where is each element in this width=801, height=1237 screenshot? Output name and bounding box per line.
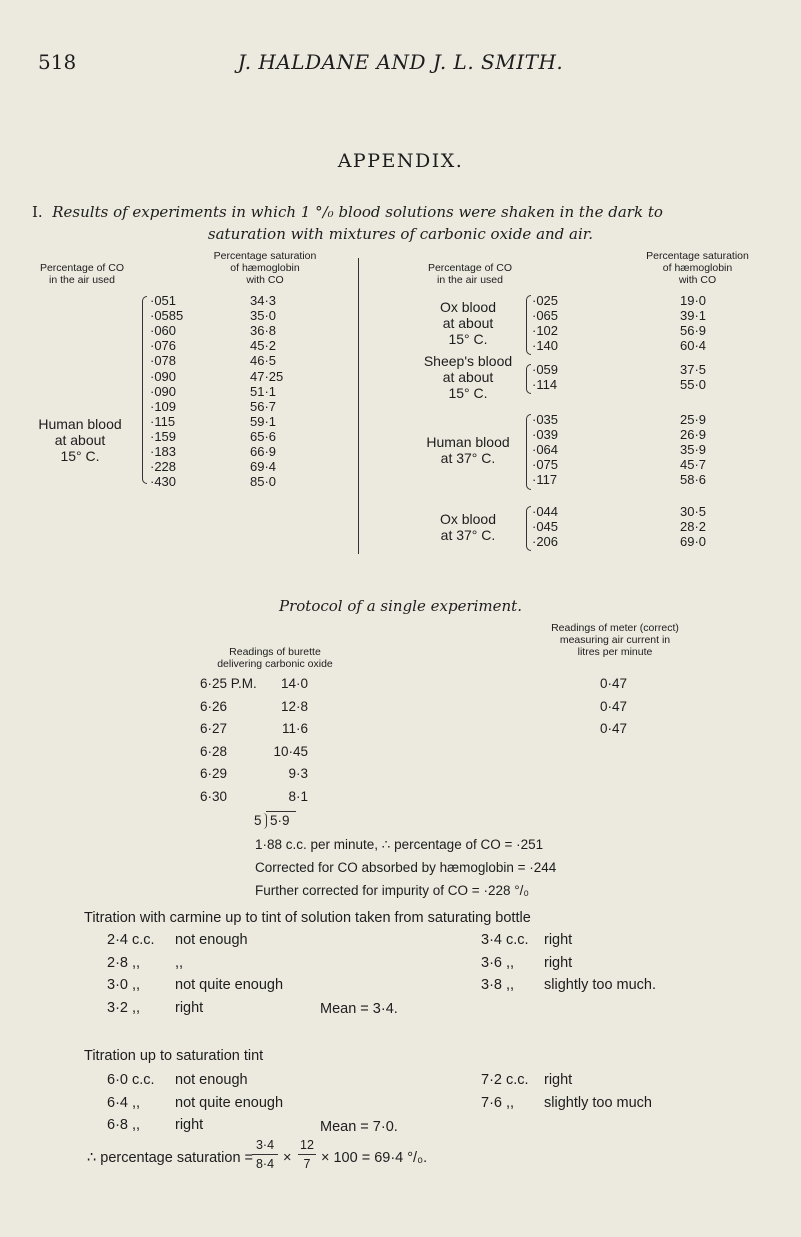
right-col1-header: Percentage of CO in the air used (427, 262, 513, 286)
left-group-brace (142, 296, 147, 484)
titration-amount: 2·8 ,, (107, 954, 141, 971)
table-cell-co: ·065 (532, 308, 559, 324)
protocol-title: Protocol of a single experiment. (279, 597, 522, 615)
division-divisor: 5 (254, 813, 262, 828)
titration1-intro: Titration with carmine up to tint of solution taken from saturating bottle (84, 910, 531, 926)
right-group-brace (526, 506, 531, 551)
table-cell-saturation: 26·9 (680, 427, 707, 443)
table-cell-saturation: 69·0 (680, 534, 707, 550)
titration-amount: 3·6 ,, (481, 954, 515, 971)
table-cell-co: ·115 (150, 413, 176, 429)
table-cell-saturation: 34·3 (250, 293, 277, 308)
table-cell-saturation: 35·0 (250, 308, 277, 324)
right-group-label: Human blood at 37° C. (426, 433, 510, 466)
titration-amount: 3·2 ,, (107, 999, 141, 1016)
right-group-brace (526, 414, 531, 490)
division-dividend: 5·9 (270, 813, 290, 828)
left-col1-header: Percentage of CO in the air used (39, 262, 125, 286)
reading-time: 6·25 P.M. (200, 676, 257, 691)
titration-amount: 6·8 ,, (107, 1117, 141, 1133)
times-sign: × (283, 1150, 292, 1166)
fraction2-numerator: 12 (300, 1138, 314, 1152)
table-divider (358, 258, 359, 554)
table-cell-saturation: 59·1 (250, 413, 277, 429)
reading-time: 6·29 (200, 766, 228, 781)
division-rule (266, 811, 296, 812)
titration-amount: 6·0 c.c. (107, 1072, 155, 1088)
reading-meter: 0·47 (600, 721, 628, 736)
titration-result: not enough (175, 1072, 248, 1088)
fraction1-denominator: 8·4 (255, 1157, 275, 1171)
table-cell-co: ·078 (150, 353, 177, 369)
reading-meter: 0·47 (600, 676, 628, 691)
table-cell-co: ·117 (532, 472, 558, 488)
reading-time: 6·26 (200, 698, 228, 714)
table-cell-co: ·090 (150, 368, 177, 384)
table-cell-saturation: 56·7 (250, 398, 277, 414)
table-cell-co: ·076 (150, 338, 177, 354)
table-cell-saturation: 58·6 (680, 472, 707, 488)
table-cell-saturation: 37·5 (680, 362, 707, 377)
reading-burette: 8·1 (288, 788, 308, 804)
reading-time: 6·28 (200, 743, 228, 759)
table-cell-saturation: 47·25 (250, 368, 284, 384)
titration2-intro: Titration up to saturation tint (84, 1048, 264, 1064)
final-prefix: ∴ percentage saturation = (87, 1150, 254, 1166)
table-cell-co: ·064 (532, 442, 559, 458)
fraction2-denominator: 7 (303, 1157, 311, 1171)
table-cell-saturation: 55·0 (680, 377, 707, 393)
table-cell-saturation: 19·0 (680, 293, 707, 308)
titration-result: right (544, 932, 573, 948)
table-cell-saturation: 30·5 (680, 504, 707, 519)
right-group-label: Ox blood at about 15° C. (439, 299, 497, 348)
titration2-mean: Mean = 7·0. (320, 1119, 398, 1135)
table-cell-co: ·051 (150, 293, 177, 308)
appendix-title: APPENDIX. (337, 150, 464, 172)
table-cell-co: ·140 (532, 338, 559, 354)
table-cell-saturation: 36·8 (250, 323, 277, 339)
left-group-label: Human blood at about 15° C. (38, 416, 122, 464)
table-cell-co: ·075 (532, 457, 559, 473)
table-cell-co: ·059 (532, 362, 559, 377)
right-group-brace (526, 295, 531, 355)
titration-result: right (544, 954, 573, 971)
reading-burette: 10·45 (273, 743, 308, 759)
reading-time: 6·27 (200, 721, 228, 736)
burette-header: Readings of burette delivering carbonic oxide (217, 646, 333, 670)
fraction2-bar (298, 1154, 316, 1155)
running-title: J. HALDANE AND J. L. SMITH. (237, 50, 564, 74)
right-col2-header: Percentage saturation of hæmoglobin with CO (646, 250, 749, 286)
titration-result: ,, (175, 954, 184, 971)
table-cell-co: ·228 (150, 459, 177, 475)
titration-amount: 3·4 c.c. (481, 932, 529, 948)
table-cell-co: ·183 (150, 444, 177, 459)
table-cell-co: ·0585 (150, 308, 184, 324)
titration-result: right (544, 1072, 573, 1088)
right-group-label: Ox blood at 37° C. (439, 510, 497, 543)
table-cell-co: ·035 (532, 412, 559, 427)
division-bracket (263, 813, 267, 829)
table-cell-saturation: 85·0 (250, 474, 277, 490)
titration-result: not enough (175, 932, 248, 948)
titration-amount: 3·0 ,, (107, 977, 141, 993)
table-cell-co: ·109 (150, 398, 177, 414)
table-cell-saturation: 56·9 (680, 323, 707, 339)
table-cell-saturation: 46·5 (250, 353, 277, 369)
table-cell-saturation: 69·4 (250, 459, 277, 475)
protocol-result-1: 1·88 c.c. per minute, ∴ percentage of CO = ·251 (255, 837, 544, 852)
reading-burette: 12·8 (280, 698, 308, 714)
protocol-result-2: Corrected for CO absorbed by hæmoglobin = ·244 (255, 860, 557, 875)
titration-result: right (175, 999, 204, 1016)
titration-amount: 3·8 ,, (481, 977, 515, 993)
right-group-label: Sheep's blood at about 15° C. (423, 353, 513, 402)
section-title-line2: saturation with mixtures of carbonic oxide and air. (207, 225, 594, 243)
titration-result: not quite enough (175, 1094, 284, 1111)
fraction1-bar (252, 1154, 278, 1155)
table-cell-saturation: 45·7 (680, 457, 707, 473)
reading-meter: 0·47 (600, 698, 628, 714)
table-cell-co: ·044 (532, 504, 559, 519)
fraction1-numerator: 3·4 (255, 1138, 275, 1152)
page-number: 518 (38, 50, 77, 74)
table-cell-co: ·090 (150, 383, 177, 399)
table-cell-saturation: 65·6 (250, 428, 277, 444)
reading-burette: 11·6 (281, 721, 308, 736)
table-cell-co: ·060 (150, 323, 177, 339)
table-cell-saturation: 51·1 (250, 383, 277, 399)
left-col2-header: Percentage saturation of hæmoglobin with CO (213, 250, 317, 286)
titration-result: slightly too much (544, 1094, 652, 1111)
titration-amount: 2·4 c.c. (107, 932, 155, 948)
table-cell-saturation: 66·9 (250, 444, 277, 459)
table-cell-co: ·039 (532, 427, 559, 443)
titration-result: right (175, 1117, 204, 1133)
section-number: I. (32, 203, 43, 221)
section-heading (32, 203, 772, 221)
table-cell-co: ·159 (150, 428, 177, 444)
right-group-brace (526, 364, 531, 394)
titration1-mean: Mean = 3·4. (320, 1001, 398, 1017)
final-suffix: × 100 = 69·4 °/₀. (321, 1150, 428, 1166)
table-cell-co: ·430 (150, 474, 177, 490)
reading-burette: 9·3 (288, 766, 308, 781)
titration-amount: 7·6 ,, (481, 1094, 515, 1111)
table-cell-saturation: 25·9 (680, 412, 707, 427)
table-cell-saturation: 28·2 (680, 519, 707, 535)
table-cell-saturation: 60·4 (680, 338, 707, 354)
titration-result: slightly too much. (544, 977, 657, 993)
reading-burette: 14·0 (280, 676, 308, 691)
reading-time: 6·30 (200, 788, 228, 804)
titration-result: not quite enough (175, 977, 284, 993)
meter-header: Readings of meter (correct) measuring air current in litres per minute (551, 622, 679, 658)
table-cell-co: ·206 (532, 534, 559, 550)
table-cell-co: ·114 (532, 377, 558, 393)
table-cell-saturation: 45·2 (250, 338, 277, 354)
titration-amount: 6·4 ,, (107, 1094, 141, 1111)
table-cell-co: ·025 (532, 293, 559, 308)
protocol-result-3: Further corrected for impurity of CO = ·228 °/₀ (255, 883, 529, 898)
section-title-line1: Results of experiments in which 1 °/₀ blood solutions were shaken in the dark to (52, 203, 663, 221)
titration-amount: 7·2 c.c. (481, 1072, 529, 1088)
table-cell-saturation: 39·1 (680, 308, 707, 324)
table-cell-saturation: 35·9 (680, 442, 707, 458)
table-cell-co: ·102 (532, 323, 559, 339)
table-cell-co: ·045 (532, 519, 559, 535)
